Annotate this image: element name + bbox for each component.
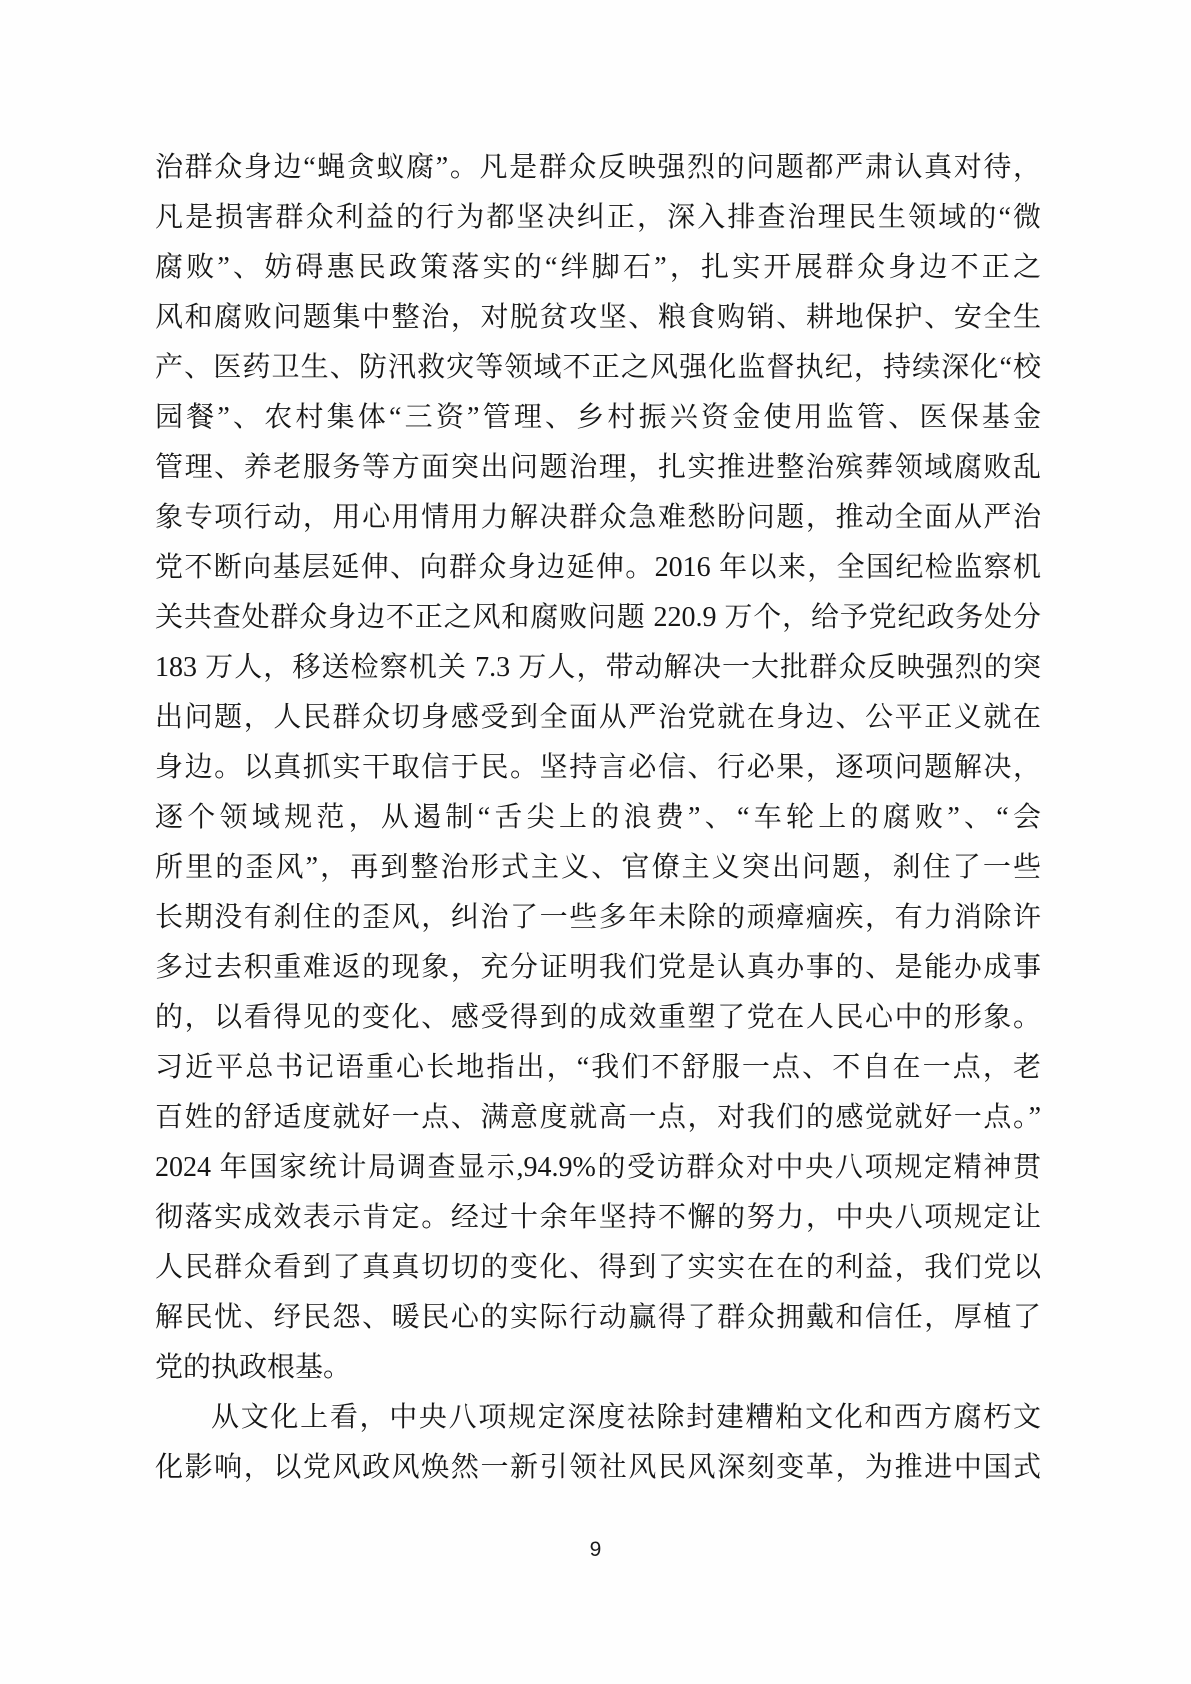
text-line: 所里的歪风”，再到整治形式主义、官僚主义突出问题，刹住了一些	[155, 852, 1041, 883]
text-line: 关共查处群众身边不正之风和腐败问题 220.9 万个，给予党纪政务处分	[155, 602, 1041, 633]
page-footer	[0, 1538, 1191, 1562]
text-line: 党不断向基层延伸、向群众身边延伸。2016 年以来，全国纪检监察机	[155, 552, 1041, 583]
text-line: 园餐”、农村集体“三资”管理、乡村振兴资金使用监管、医保基金	[155, 402, 1041, 433]
text-line: 习近平总书记语重心长地指出，“我们不舒服一点、不自在一点，老	[155, 1052, 1041, 1083]
text-line: 化影响，以党风政风焕然一新引领社风民风深刻变革，为推进中国式	[155, 1452, 1041, 1483]
text-line: 多过去积重难返的现象，充分证明我们党是认真办事的、是能办成事	[155, 952, 1041, 983]
text-line: 人民群众看到了真真切切的变化、得到了实实在在的利益，我们党以	[155, 1252, 1041, 1283]
body-paragraph-1	[155, 143, 1041, 1393]
text-line: 逐个领域规范，从遏制“舌尖上的浪费”、“车轮上的腐败”、“会	[155, 802, 1041, 833]
text-line: 产、医药卫生、防汛救灾等领域不正之风强化监督执纪，持续深化“校	[155, 352, 1041, 383]
text-line: 的，以看得见的变化、感受得到的成效重塑了党在人民心中的形象。	[155, 1002, 1041, 1033]
document-body	[155, 143, 1041, 1493]
body-paragraph-2	[155, 1393, 1041, 1493]
text-line: 解民忧、纾民怨、暖民心的实际行动赢得了群众拥戴和信任，厚植了	[155, 1302, 1041, 1333]
text-line: 2024 年国家统计局调查显示,94.9%的受访群众对中央八项规定精神贯	[155, 1152, 1041, 1183]
text-line: 管理、养老服务等方面突出问题治理，扎实推进整治殡葬领域腐败乱	[155, 452, 1041, 483]
text-line: 身边。以真抓实干取信于民。坚持言必信、行必果，逐项问题解决，	[155, 752, 1041, 783]
text-line: 治群众身边“蝇贪蚁腐”。凡是群众反映强烈的问题都严肃认真对待，	[155, 152, 1041, 183]
page-number: 9	[589, 1538, 602, 1561]
text-line: 腐败”、妨碍惠民政策落实的“绊脚石”，扎实开展群众身边不正之	[155, 252, 1041, 283]
text-line: 183 万人，移送检察机关 7.3 万人，带动解决一大批群众反映强烈的突	[155, 652, 1041, 683]
text-line: 百姓的舒适度就好一点、满意度就高一点，对我们的感觉就好一点。”	[155, 1102, 1041, 1133]
text-line: 彻落实成效表示肯定。经过十余年坚持不懈的努力，中央八项规定让	[155, 1202, 1041, 1233]
text-line: 风和腐败问题集中整治，对脱贫攻坚、粮食购销、耕地保护、安全生	[155, 302, 1041, 333]
text-line: 出问题，人民群众切身感受到全面从严治党就在身边、公平正义就在	[155, 702, 1041, 733]
text-line: 党的执政根基。	[155, 1352, 352, 1383]
text-line: 象专项行动，用心用情用力解决群众急难愁盼问题，推动全面从严治	[155, 502, 1041, 533]
text-line: 从文化上看，中央八项规定深度祛除封建糟粕文化和西方腐朽文	[211, 1402, 1041, 1433]
text-line: 凡是损害群众利益的行为都坚决纠正，深入排查治理民生领域的“微	[155, 202, 1041, 233]
text-line: 长期没有刹住的歪风，纠治了一些多年未除的顽瘴痼疾，有力消除许	[155, 902, 1041, 933]
